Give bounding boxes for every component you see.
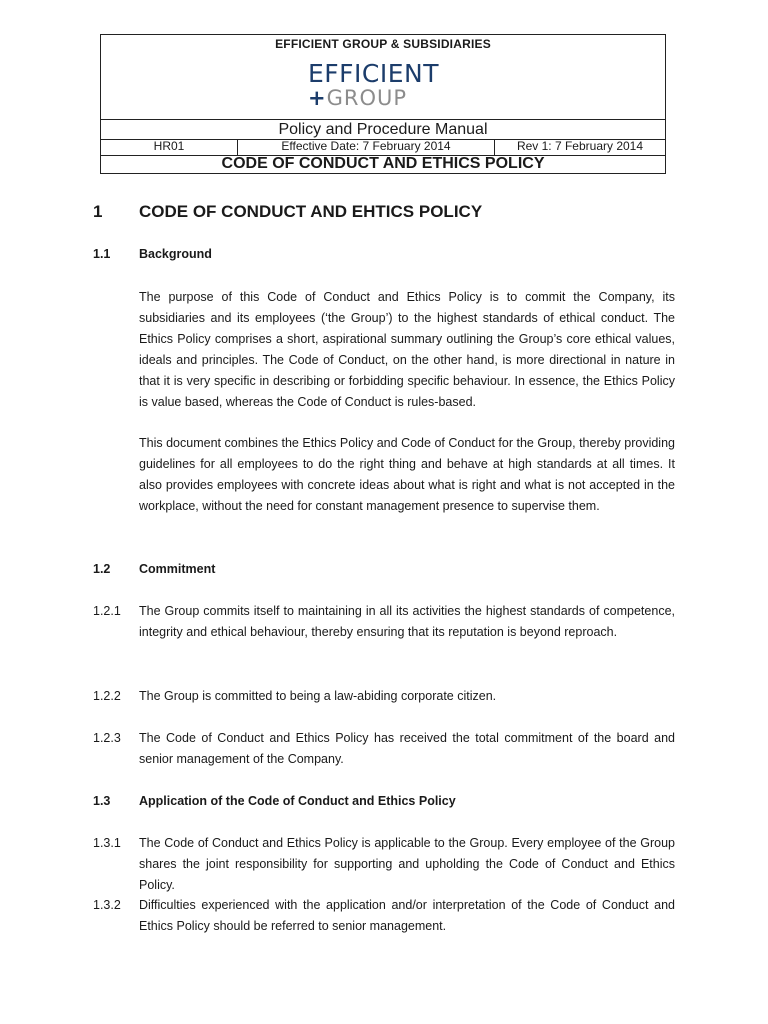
clause-text: The Code of Conduct and Ethics Policy has received the total commitment of the board and senior management of the Company. bbox=[139, 731, 675, 766]
manual-title: Policy and Procedure Manual bbox=[278, 121, 488, 138]
efficient-group-logo bbox=[308, 59, 440, 111]
clause-number: 1.2.3 bbox=[93, 731, 121, 745]
subsection-number: 1.3 bbox=[93, 794, 111, 808]
section-title: CODE OF CONDUCT AND EHTICS POLICY bbox=[139, 202, 483, 221]
logo-wordmark-bottom bbox=[308, 87, 428, 109]
subsection-number: 1.2 bbox=[93, 562, 111, 576]
revision: Rev 1: 7 February 2014 bbox=[516, 139, 644, 153]
document-header bbox=[100, 34, 666, 174]
clause-number: 1.3.2 bbox=[93, 898, 121, 912]
clause-number: 1.2.1 bbox=[93, 604, 121, 618]
subsection-title: Background bbox=[139, 247, 212, 261]
clause-number: 1.3.1 bbox=[93, 836, 121, 850]
company-name: EFFICIENT GROUP & SUBSIDIARIES bbox=[275, 37, 491, 51]
subsection-title: Application of the Code of Conduct and Ethics Policy bbox=[139, 794, 456, 808]
clause-text: Difficulties experienced with the application and/or interpretation of the Code of Conduct and Ethics Policy should be referred to senior management. bbox=[139, 898, 675, 933]
document-code: HR01 bbox=[153, 139, 185, 153]
section-number: 1 bbox=[93, 202, 103, 221]
logo-wordmark-top: EFFICIENT bbox=[308, 59, 440, 88]
effective-date: Effective Date: 7 February 2014 bbox=[281, 139, 451, 153]
logo-plus-icon: + bbox=[308, 86, 327, 110]
policy-title: CODE OF CONDUCT AND ETHICS POLICY bbox=[221, 155, 545, 172]
clause-text: The Code of Conduct and Ethics Policy is applicable to the Group. Every employee of the Group shares the joint responsibility for supporting and upholding the Code of Conduct and Ethics Policy. bbox=[139, 836, 675, 892]
document-meta-row bbox=[101, 139, 665, 155]
clause-text: The Group is committed to being a law-abiding corporate citizen. bbox=[139, 689, 497, 703]
paragraph: This document combines the Ethics Policy and Code of Conduct for the Group, thereby providing guidelines for all employees to do the right thing and behave at high standards at all times. It also provides employees with concrete ideas about what is right and what is not accepted in the workplace, without the need for constant management presence to supervise them. bbox=[139, 436, 675, 513]
clause-text: The Group commits itself to maintaining in all its activities the highest standards of competence, integrity and ethical behaviour, thereby ensuring that its reputation is beyond reproach. bbox=[139, 604, 675, 639]
paragraph: The purpose of this Code of Conduct and Ethics Policy is to commit the Company, its subsidiaries and its employees (‘the Group’) to the highest standards of ethical conduct. The Ethics Policy comprises a short, aspirational summary outlining the Group’s core ethical values, ideals and principles. The Code of Conduct, on the other hand, is more directional in nature in that it is very specific in describing or forbidding specific behaviour. In essence, the Ethics Policy is value based, whereas the Code of Conduct is rules-based. bbox=[139, 290, 675, 409]
subsection-number: 1.1 bbox=[93, 247, 111, 261]
clause-number: 1.2.2 bbox=[93, 689, 121, 703]
subsection-title: Commitment bbox=[139, 562, 216, 576]
logo-group-text: GROUP bbox=[326, 86, 408, 110]
